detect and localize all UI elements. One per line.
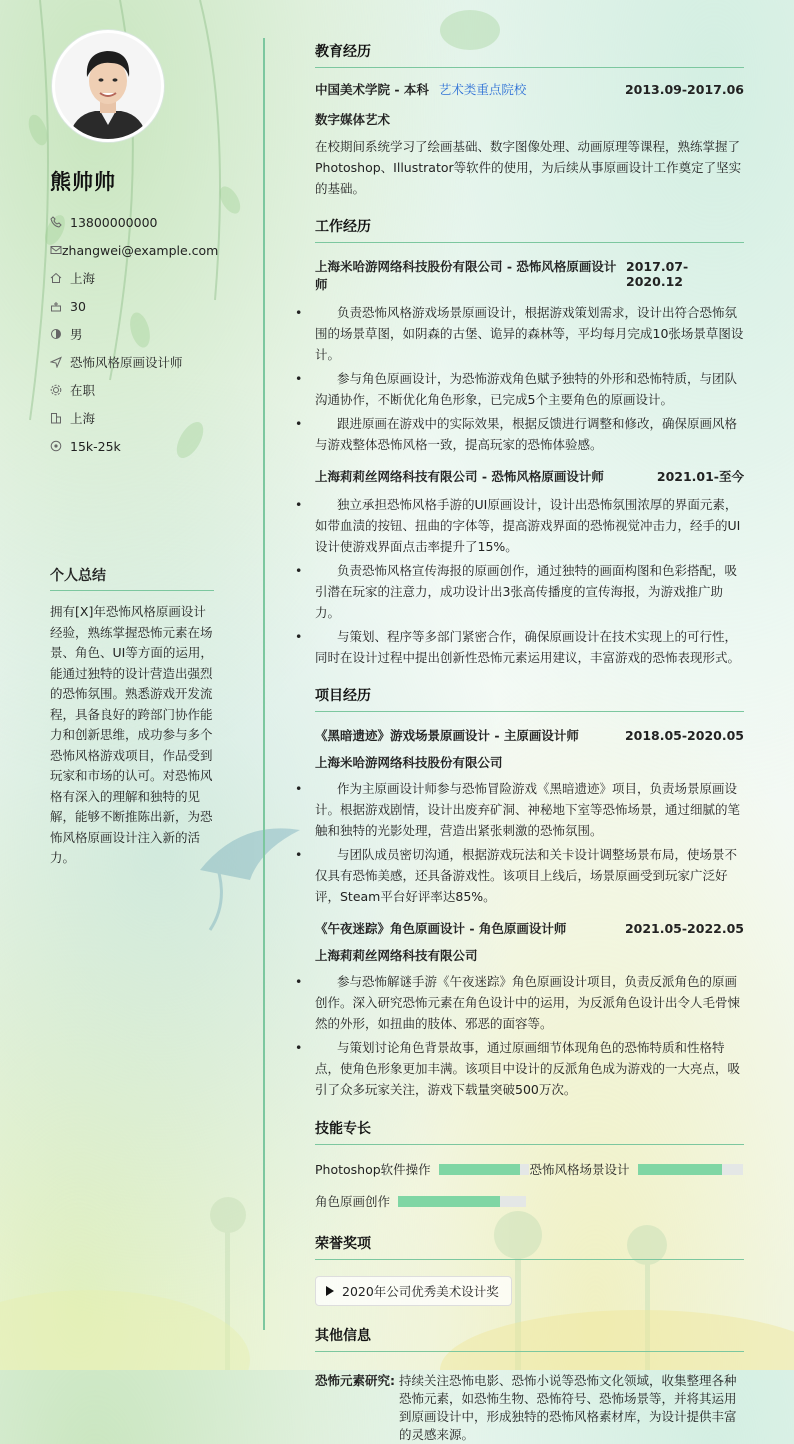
summary-title: 个人总结 — [50, 565, 214, 591]
projects-title: 项目经历 — [315, 685, 744, 712]
column-divider — [263, 38, 265, 1330]
city-icon — [50, 412, 70, 424]
skills-list — [315, 1153, 744, 1217]
age-icon — [50, 300, 70, 312]
contact-home: 上海 — [50, 264, 216, 292]
other-title: 其他信息 — [315, 1325, 744, 1352]
work-title: 工作经历 — [315, 216, 744, 243]
job-bullet: • 独立承担恐怖风格手游的UI原画设计，设计出恐怖氛围浓厚的界面元素，如带血渍的按钮、扭曲的字体等，提高游戏界面的恐怖视觉冲击力，经手的UI设计使游戏界面点击率提升了15%。 — [315, 494, 744, 557]
contact-email: zhangwei@example.com — [50, 236, 216, 264]
job-heading: 上海米哈游网络科技股份有限公司 - 恐怖风格原画设计师 — [315, 259, 617, 292]
skills-title: 技能专长 — [315, 1118, 744, 1145]
job-bullets — [315, 494, 744, 668]
skill-name: 角色原画创作 — [315, 1194, 391, 1209]
project-heading: 《午夜迷踪》角色原画设计 - 角色原画设计师 — [315, 921, 567, 936]
education-period: 2013.09-2017.06 — [624, 82, 744, 97]
job-header — [315, 467, 744, 485]
main-content — [315, 41, 744, 1444]
job-bullets — [315, 302, 744, 455]
job-bullet: • 跟进原画在游戏中的实际效果，根据反馈进行调整和修改，确保原画风格与游戏整体恐怖风格一致，提高玩家的恐怖体验感。 — [315, 413, 744, 455]
job-bullet: • 负责恐怖风格游戏场景原画设计，根据游戏策划需求，设计出符合恐怖氛围的场景草图，如阴森的古堡、诡异的森林等，平均每月完成10张场景草图设计。 — [315, 302, 744, 365]
skill-bar-fill — [398, 1196, 500, 1207]
award-label: 2020年公司优秀美术设计奖 — [342, 1284, 499, 1299]
project-period: 2021.05-2022.05 — [624, 921, 744, 936]
skill-bar — [638, 1164, 743, 1175]
education-header — [315, 80, 744, 98]
project-heading: 《黑暗遗迹》游戏场景原画设计 - 主原画设计师 — [315, 728, 579, 743]
job-bullet: • 负责恐怖风格宣传海报的原画创作，通过独特的画面构图和色彩搭配，吸引潜在玩家的注意力，成功设计出3张高传播度的宣传海报，为游戏推广助力。 — [315, 560, 744, 623]
project-entry — [315, 919, 744, 1100]
awards-title: 荣誉奖项 — [315, 1233, 744, 1260]
project-company: 上海莉莉丝网络科技有限公司 — [315, 948, 478, 963]
awards-list — [315, 1276, 744, 1306]
skill-bar-fill — [439, 1164, 520, 1175]
education-description: 在校期间系统学习了绘画基础、数字图像处理、动画原理等课程，熟练掌握了Photoshop、Illustrator等软件的使用，为后续从事原画设计工作奠定了坚实的基础。 — [315, 139, 742, 196]
job-header — [315, 257, 744, 293]
contact-age: 30 — [50, 292, 216, 320]
other-text: 持续关注恐怖电影、恐怖小说等恐怖文化领域，收集整理各种恐怖元素，如恐怖生物、恐怖符号、恐怖场景等，并将其运用到原画设计中，形成独特的恐怖风格素材库，为设计提供丰富的灵感来源。 — [399, 1373, 737, 1442]
project-bullet: • 参与恐怖解谜手游《午夜迷踪》角色原画设计项目，负责反派角色的原画创作。深入研究恐怖元素在角色设计中的运用，为反派角色设计出令人毛骨悚然的外形，如扭曲的肢体、邪恶的面容等。 — [315, 971, 744, 1034]
candidate-name: 熊帅帅 — [50, 170, 116, 194]
status-icon — [50, 384, 70, 396]
avatar — [52, 30, 164, 142]
project-header — [315, 726, 744, 744]
contact-gender: 男 — [50, 320, 216, 348]
award-item[interactable] — [315, 1276, 512, 1306]
gender-icon — [50, 328, 70, 340]
project-bullet: • 与团队成员密切沟通，根据游戏玩法和关卡设计调整场景布局，使场景不仅具有恐怖美感，还具备游戏性。该项目上线后，场景原画受到玩家广泛好评，Steam平台好评率达85%。 — [315, 844, 744, 907]
skill-item — [530, 1153, 745, 1185]
job-period: 2017.07-2020.12 — [626, 259, 689, 289]
school-tag: 艺术类重点院校 — [438, 82, 527, 97]
other-info — [315, 1372, 744, 1444]
project-period: 2018.05-2020.05 — [624, 728, 744, 743]
skill-name: 恐怖风格场景设计 — [529, 1162, 630, 1177]
contact-city: 上海 — [50, 404, 216, 432]
project-header — [315, 919, 744, 937]
school-name: 中国美术学院 - 本科 — [315, 82, 429, 97]
project-bullet: • 与策划讨论角色背景故事，通过原画细节体现角色的恐怖特质和性格特点，使角色形象更加丰满。该项目中设计的反派角色成为游戏的一大亮点，吸引了众多玩家关注，游戏下载量突破500万次。 — [315, 1037, 744, 1100]
summary-text: 拥有[X]年恐怖风格原画设计经验，熟练掌握恐怖元素在场景、角色、UI等方面的运用，能通过独特的设计营造出强烈的恐怖氛围。熟悉游戏开发流程，具备良好的跨部门协作能力和创新思维，成功参与多个恐怖风格游戏项目，作品受到玩家和市场的认可。对恐怖风格有深入的理解和独特的见解，能够不断推陈出新，为恐怖风格原画设计注入新的活力。 — [50, 604, 213, 865]
contact-status: 在职 — [50, 376, 216, 404]
other-label: 恐怖元素研究: — [315, 1373, 395, 1388]
project-bullets — [315, 971, 744, 1100]
contact-salary: 15k-25k — [50, 432, 216, 460]
job-heading: 上海莉莉丝网络科技有限公司 - 恐怖风格原画设计师 — [315, 469, 604, 484]
contact-phone: 13800000000 — [50, 208, 216, 236]
skill-bar — [439, 1164, 529, 1175]
skill-name: Photoshop软件操作 — [315, 1162, 431, 1177]
job-period: 2021.01-至今 — [656, 469, 744, 484]
skill-item — [315, 1153, 530, 1185]
contact-list — [50, 208, 219, 460]
project-entry — [315, 726, 744, 907]
education-title: 教育经历 — [315, 41, 744, 68]
sidebar — [50, 30, 219, 865]
phone-icon — [50, 216, 70, 228]
home-icon — [50, 272, 70, 284]
skill-bar-fill — [638, 1164, 722, 1175]
skill-item — [315, 1185, 530, 1217]
play-icon — [326, 1286, 334, 1296]
email-icon — [50, 244, 62, 256]
job-entry — [315, 257, 744, 455]
contact-position: 恐怖风格原画设计师 — [50, 348, 216, 376]
project-bullets — [315, 778, 744, 907]
job-entry — [315, 467, 744, 668]
salary-icon — [50, 440, 70, 452]
education-major: 数字媒体艺术 — [315, 112, 391, 127]
project-bullet: • 作为主原画设计师参与恐怖冒险游戏《黑暗遗迹》项目，负责场景原画设计。根据游戏剧情，设计出废弃矿洞、神秘地下室等恐怖场景，通过细腻的笔触和独特的光影处理，营造出紧张刺激的恐怖氛围。 — [315, 778, 744, 841]
skill-bar — [398, 1196, 526, 1207]
job-bullet: • 参与角色原画设计，为恐怖游戏角色赋予独特的外形和恐怖特质，与团队沟通协作，不断优化角色形象，已完成5个主要角色的原画设计。 — [315, 368, 744, 410]
job-bullet: • 与策划、程序等多部门紧密合作，确保原画设计在技术实现上的可行性，同时在设计过程中提出创新性恐怖元素运用建议，丰富游戏的恐怖表现形式。 — [315, 626, 744, 668]
position-icon — [50, 356, 70, 368]
project-company: 上海米哈游网络科技股份有限公司 — [315, 755, 503, 770]
